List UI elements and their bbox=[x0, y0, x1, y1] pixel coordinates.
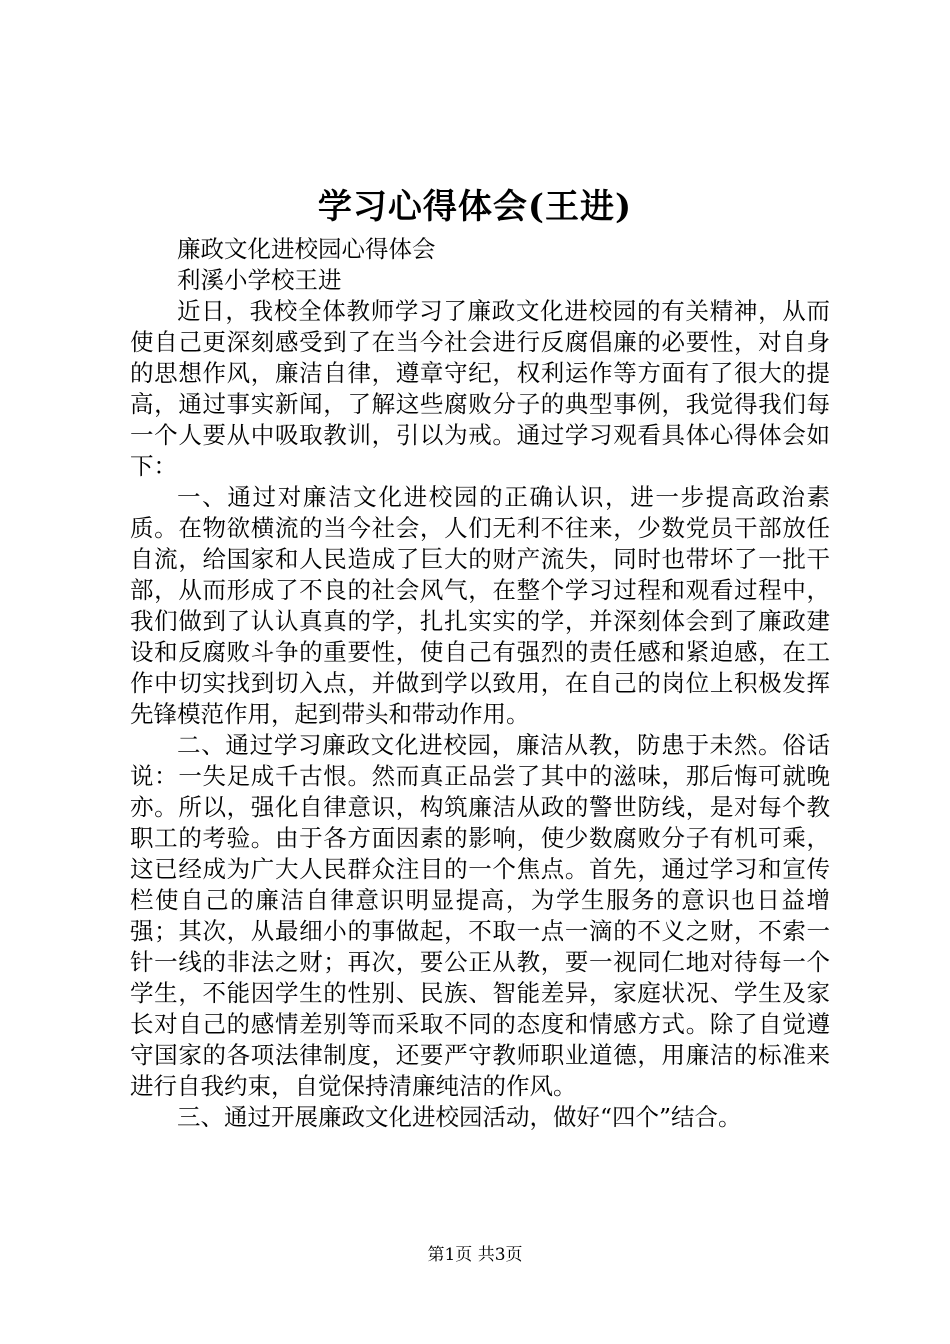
page-number-footer: 第1页 共3页 bbox=[427, 1245, 523, 1265]
page-title: 学习心得体会(王进) bbox=[317, 187, 633, 227]
paragraph-intro: 近日，我校全体教师学习了廉政文化进校园的有关精神，从而使自己更深刻感受到了在当今社会进行反腐倡廉的必要性，对自身的思想作风，廉洁自律，遵章守纪，权利运作等方面有了很大的提高，通过事实新闻，了解这些腐败分子的典型事例，我觉得我们每一个人要从中吸取教训，引以为戒。通过学习观看具体心得体会如下： bbox=[130, 297, 830, 480]
author-line: 利溪小学校王进 bbox=[177, 266, 342, 294]
paragraph-section-3: 三、通过开展廉政文化进校园活动，做好“四个”结合。 bbox=[177, 1103, 742, 1131]
subtitle-line: 廉政文化进校园心得体会 bbox=[177, 235, 436, 263]
paragraph-section-2: 二、通过学习廉政文化进校园，廉洁从教，防患于未然。俗话说：一失足成千古恨。然而真正品尝了其中的滋味，那后悔可就晚亦。所以，强化自律意识，构筑廉洁从政的警世防线，是对每个教职工的考验。由于各方面因素的影响，使少数腐败分子有机可乘，这已经成为广大人民群众注目的一个焦点。首先，通过学习和宣传栏使自己的廉洁自律意识明显提高，为学生服务的意识也日益增强；其次，从最细小的事做起，不取一点一滴的不义之财，不索一针一线的非法之财；再次，要公正从教，要一视同仁地对待每一个学生，不能因学生的性别、民族、智能差异，家庭状况、学生及家长对自己的感情差别等而采取不同的态度和情感方式。除了自觉遵守国家的各项法律制度，还要严守教师职业道德，用廉洁的标准来进行自我约束，自觉保持清廉纯洁的作风。 bbox=[130, 731, 830, 1100]
paragraph-section-1: 一、通过对廉洁文化进校园的正确认识，进一步提高政治素质。在物欲横流的当今社会，人们无利不往来，少数党员干部放任自流，给国家和人民造成了巨大的财产流失，同时也带坏了一批干部，从而形成了不良的社会风气，在整个学习过程和观看过程中，我们做到了认认真真的学，扎扎实实的学，并深刻体会到了廉政建设和反腐败斗争的重要性，使自己有强烈的责任感和紧迫感，在工作中切实找到切入点，并做到学以致用，在自己的岗位上积极发挥先锋模范作用，起到带头和带动作用。 bbox=[130, 483, 830, 728]
document-body bbox=[130, 234, 830, 1133]
